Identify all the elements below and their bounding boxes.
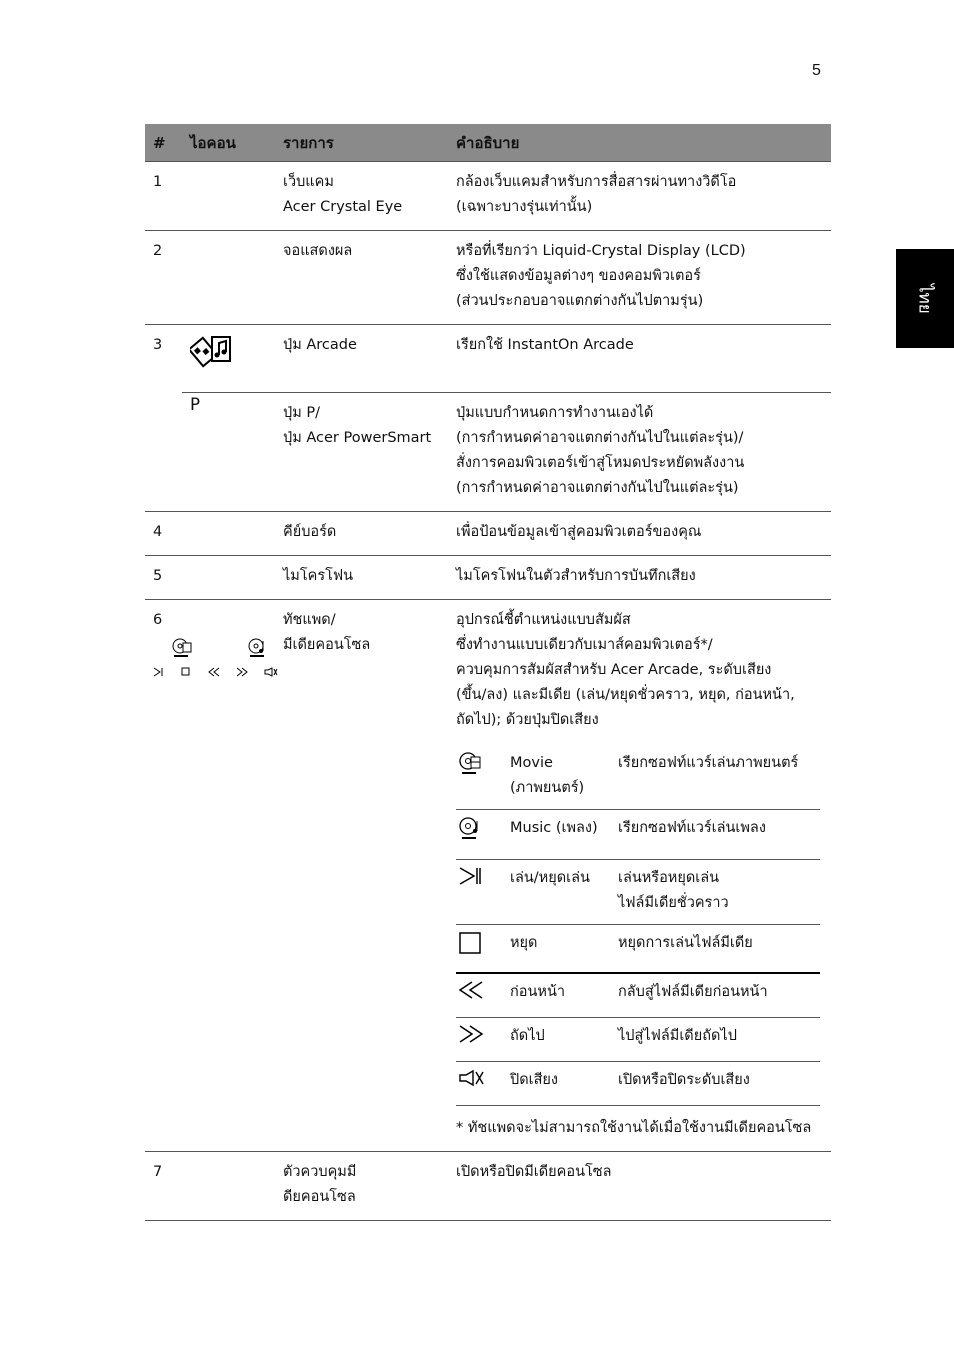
media-key-name: ก่อนหน้า xyxy=(510,984,566,1000)
media-key-name: Movie xyxy=(510,755,553,771)
media-key-row xyxy=(456,1018,820,1062)
media-key-desc: ไฟล์มีเดียชั่วคราว xyxy=(618,895,729,911)
table-row xyxy=(145,512,831,556)
item-text: คีย์บอร์ด xyxy=(283,524,337,540)
item-text: ดียคอนโซล xyxy=(283,1189,356,1205)
row-num: 1 xyxy=(145,162,182,231)
desc-text: สั่งการคอมพิวเตอร์เข้าสู่โหมดประหยัดพลังงาน xyxy=(456,455,745,471)
stop-icon xyxy=(458,931,484,955)
table-header xyxy=(145,124,831,162)
row-num: 4 xyxy=(145,512,182,556)
next-icon xyxy=(458,1024,484,1044)
desc-text: อุปกรณ์ชี้ตำแหน่งแบบสัมผัส xyxy=(456,612,631,628)
item-text: Acer Crystal Eye xyxy=(283,199,403,215)
previous-icon xyxy=(458,980,484,1000)
table-row xyxy=(145,556,831,600)
media-key-name: ถัดไป xyxy=(510,1028,545,1044)
desc-text: (การกำหนดค่าอาจแตกต่างกันไปในแต่ละรุ่น)/ xyxy=(456,430,744,446)
desc-text: ควบคุมการสัมผัสสำหรับ Acer Arcade, ระดับเสียง xyxy=(456,662,772,678)
previous-icon xyxy=(208,667,220,677)
header-num: # xyxy=(145,124,182,162)
media-key-desc: กลับสู่ไฟล์มีเดียก่อนหน้า xyxy=(618,984,768,1000)
media-key-row xyxy=(456,973,820,1018)
language-tab xyxy=(896,249,954,348)
item-text: ปุ่ม P/ xyxy=(283,405,321,421)
media-key-desc: ไปสู่ไฟล์มีเดียถัดไป xyxy=(618,1028,737,1044)
media-key-desc: เล่นหรือหยุดเล่น xyxy=(618,870,720,886)
mute-icon xyxy=(264,667,278,677)
media-key-table xyxy=(456,745,820,1106)
media-key-name: Music (เพลง) xyxy=(510,820,598,836)
item-text: มีเดียคอนโซล xyxy=(283,637,371,653)
row-num: 3 xyxy=(153,337,163,353)
media-key-name: เล่น/หยุดเล่น xyxy=(510,870,590,886)
play-pause-icon xyxy=(153,667,165,677)
desc-text: (ขึ้น/ลง) และมีเดีย (เล่น/หยุดชั่วคราว, หยุด, ก่อนหน้า, xyxy=(456,687,795,703)
item-text: ปุ่ม Acer PowerSmart xyxy=(283,430,432,446)
row-num: 6 xyxy=(153,612,163,628)
play-pause-icon xyxy=(458,866,484,886)
movie-icon xyxy=(458,751,484,777)
desc-text: เรียกใช้ InstantOn Arcade xyxy=(456,337,634,353)
media-key-name: หยุด xyxy=(510,935,538,951)
table-row xyxy=(145,393,831,512)
media-key-row xyxy=(456,860,820,925)
header-item: รายการ xyxy=(275,124,448,162)
header-icon: ไอคอน xyxy=(182,124,275,162)
table-row xyxy=(145,600,831,1152)
item-text: จอแสดงผล xyxy=(283,243,353,259)
desc-text: ไมโครโฟนในตัวสำหรับการบันทึกเสียง xyxy=(456,568,696,584)
desc-text: หรือที่เรียกว่า Liquid-Crystal Display (LCD) xyxy=(456,243,746,259)
page-number: 5 xyxy=(812,62,821,79)
row-num xyxy=(145,393,182,512)
footnote: * ทัชแพดจะไม่สามารถใช้งานได้เมื่อใช้งานมีเดียคอนโซล xyxy=(456,1120,812,1136)
language-tab-label: ไทย xyxy=(914,283,935,314)
table-row xyxy=(145,162,831,231)
desc-text: ซึ่งใช้แสดงข้อมูลต่างๆ ของคอมพิวเตอร์ xyxy=(456,268,701,284)
desc-text: กล้องเว็บแคมสำหรับการสื่อสารผ่านทางวิดีโอ xyxy=(456,174,737,190)
table-row xyxy=(145,1152,831,1221)
desc-text: เพื่อป้อนข้อมูลเข้าสู่คอมพิวเตอร์ของคุณ xyxy=(456,524,702,540)
media-key-row xyxy=(456,1062,820,1106)
item-text: ไมโครโฟน xyxy=(283,568,354,584)
desc-text: (เฉพาะบางรุ่นเท่านั้น) xyxy=(456,199,593,215)
table-row xyxy=(145,231,831,325)
movie-icon xyxy=(171,637,195,659)
next-icon xyxy=(236,667,248,677)
desc-text: เปิดหรือปิดมีเดียคอนโซล xyxy=(456,1164,612,1180)
component-table xyxy=(145,124,831,1221)
p-key-icon: P xyxy=(190,395,201,415)
row-num: 2 xyxy=(145,231,182,325)
item-text: เว็บแคม xyxy=(283,174,334,190)
arcade-icon xyxy=(190,333,234,373)
media-key-row xyxy=(456,925,820,974)
desc-text: ถัดไป); ด้วยปุ่มปิดเสียง xyxy=(456,712,599,728)
header-desc: คำอธิบาย xyxy=(448,124,831,162)
media-key-desc: เปิดหรือปิดระดับเสียง xyxy=(618,1072,750,1088)
media-key-desc: เรียกซอฟท์แวร์เล่นภาพยนตร์ xyxy=(618,755,799,771)
music-icon xyxy=(247,637,271,659)
music-icon xyxy=(458,816,484,842)
media-key-row xyxy=(456,745,820,810)
desc-text: (การกำหนดค่าอาจแตกต่างกันไปในแต่ละรุ่น) xyxy=(456,480,739,496)
row-num: 7 xyxy=(145,1152,182,1221)
desc-text: ซึ่งทำงานแบบเดียวกับเมาส์คอมพิวเตอร์*/ xyxy=(456,637,713,653)
item-text: ทัชแพด/ xyxy=(283,612,336,628)
mute-icon xyxy=(458,1068,486,1088)
media-key-row xyxy=(456,810,820,860)
media-key-desc: เรียกซอฟท์แวร์เล่นเพลง xyxy=(618,820,766,836)
desc-text: (ส่วนประกอบอาจแตกต่างกันไปตามรุ่น) xyxy=(456,293,704,309)
item-text: ตัวควบคุมมี xyxy=(283,1164,357,1180)
item-text: ปุ่ม Arcade xyxy=(283,337,357,353)
media-key-desc: หยุดการเล่นไฟล์มีเดีย xyxy=(618,935,753,951)
table-row xyxy=(145,325,831,393)
desc-text: ปุ่มแบบกำหนดการทำงานเองได้ xyxy=(456,405,654,421)
media-key-name: (ภาพยนตร์) xyxy=(510,780,585,796)
stop-icon xyxy=(181,667,191,677)
row-num: 5 xyxy=(145,556,182,600)
media-key-name: ปิดเสียง xyxy=(510,1072,559,1088)
